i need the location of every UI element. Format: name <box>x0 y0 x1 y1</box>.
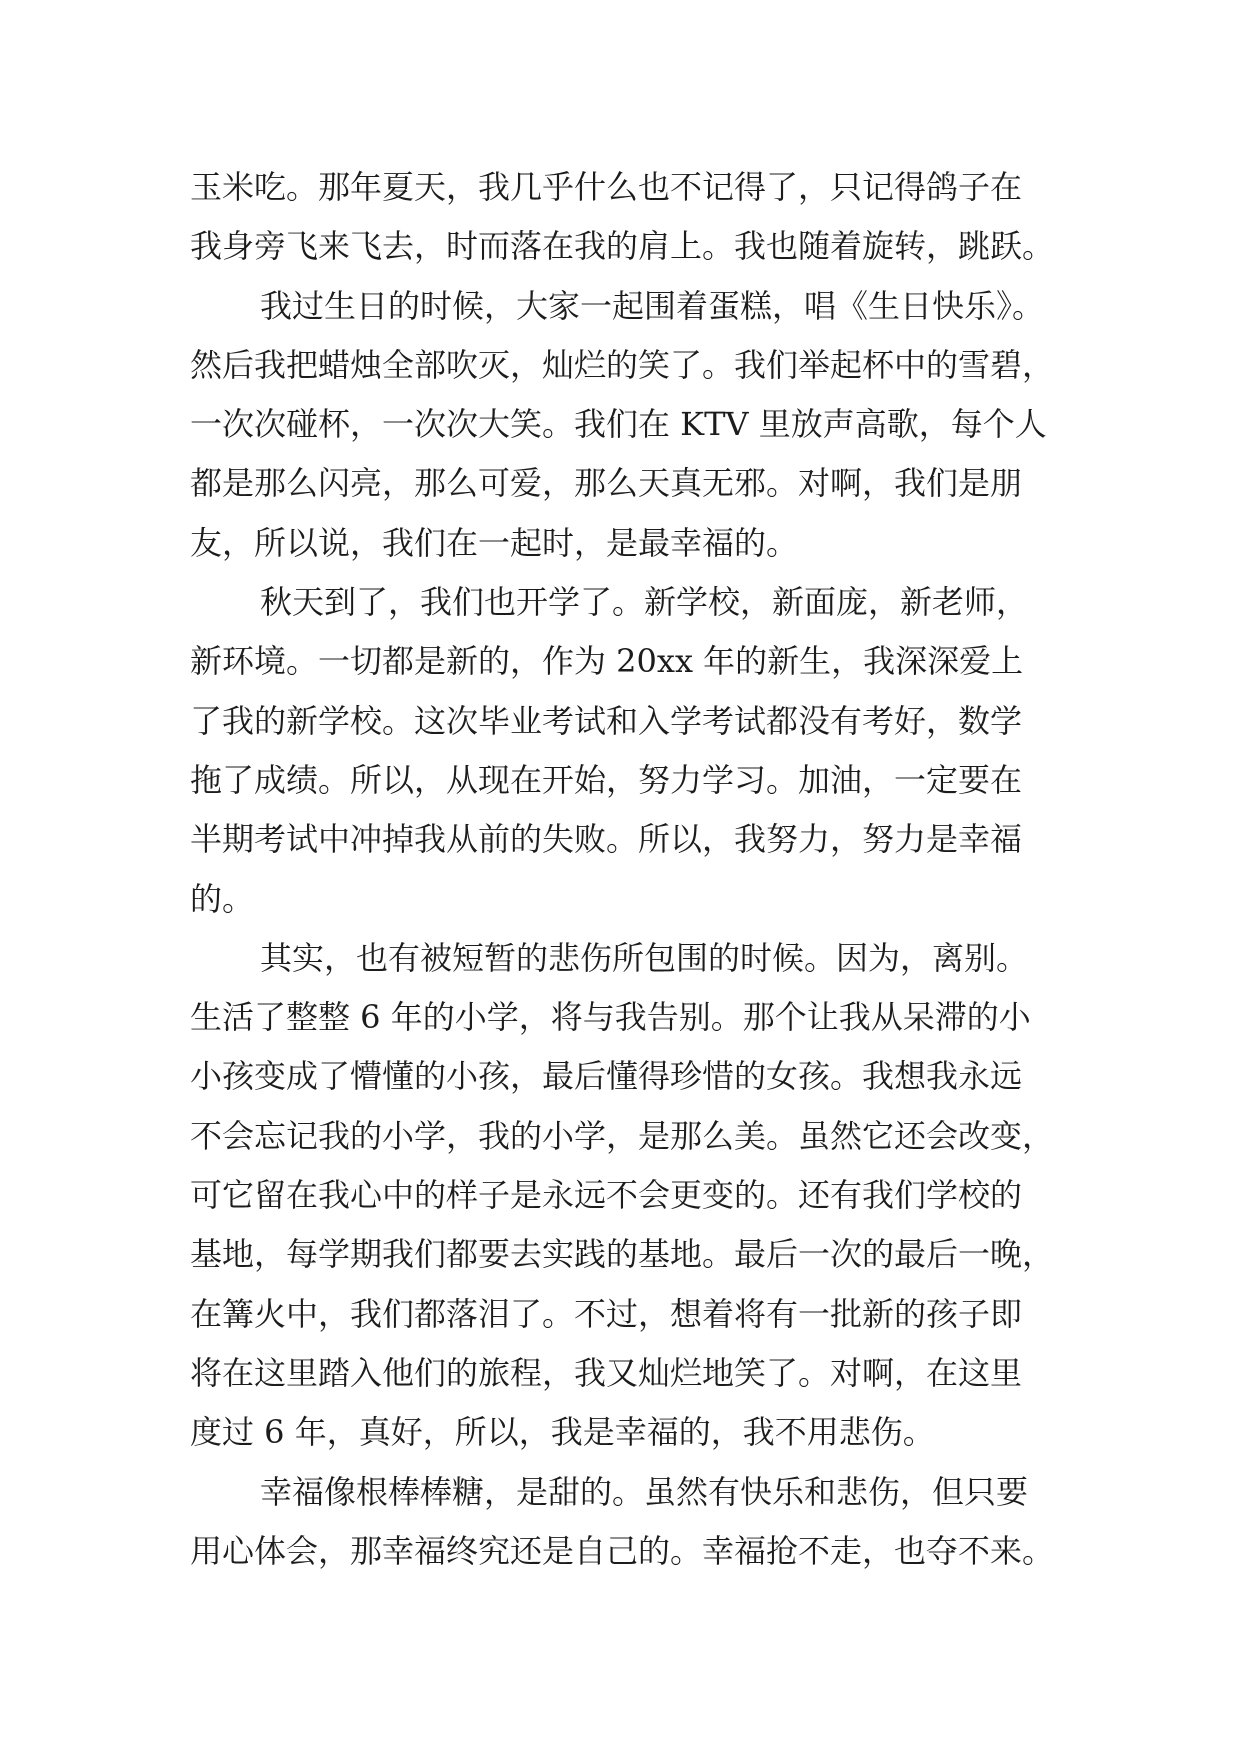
text-line: 了我的新学校。这次毕业考试和入学考试都没有考好，数学 <box>190 701 1023 740</box>
text-line: 基地，每学期我们都要去实践的基地。最后一次的最后一晚， <box>190 1235 1055 1274</box>
text-line: 不会忘记我的小学，我的小学，是那么美。虽然它还会改变， <box>190 1116 1055 1155</box>
text-line: 玉米吃。那年夏天，我几乎什么也不记得了，只记得鸽子在 <box>190 168 1023 206</box>
text-line: 度过 6 年，真好，所以，我是幸福的，我不用悲伤。 <box>190 1413 935 1452</box>
paragraph-first-line: 其实，也有被短暂的悲伤所包围的时候。因为，离别。 <box>260 938 1029 977</box>
paragraph-first-line: 幸福像根棒棒糖，是甜的。虽然有快乐和悲伤，但只要 <box>260 1472 1029 1511</box>
text-line: 然后我把蜡烛全部吹灭，灿烂的笑了。我们举起杯中的雪碧， <box>190 345 1055 384</box>
text-line: 在篝火中，我们都落泪了。不过，想着将有一批新的孩子即 <box>190 1294 1023 1333</box>
text-line: 可它留在我心中的样子是永远不会更变的。还有我们学校的 <box>190 1176 1023 1215</box>
text-line: 友，所以说，我们在一起时，是最幸福的。 <box>190 523 799 562</box>
text-line: 半期考试中冲掉我从前的失败。所以，我努力，努力是幸福 <box>190 820 1023 859</box>
text-line: 拖了成绩。所以，从现在开始，努力学习。加油，一定要在 <box>190 760 1023 799</box>
text-line: 用心体会，那幸福终究还是自己的。幸福抢不走，也夺不来。 <box>190 1531 1055 1570</box>
text-line: 一次次碰杯，一次次大笑。我们在 KTV 里放声高歌，每个人 <box>190 405 1047 444</box>
text-line: 新环境。一切都是新的，作为 20xx 年的新生，我深深爱上 <box>190 642 1024 681</box>
text-line: 小孩变成了懵懂的小孩，最后懂得珍惜的女孩。我想我永远 <box>190 1057 1023 1096</box>
body-text <box>190 158 1060 1581</box>
text-line: 生活了整整 6 年的小学，将与我告别。那个让我从呆滞的小 <box>190 998 1031 1037</box>
text-line: 我身旁飞来飞去，时而落在我的肩上。我也随着旋转，跳跃。 <box>190 227 1055 266</box>
text-line: 都是那么闪亮，那么可爱，那么天真无邪。对啊，我们是朋 <box>190 464 1023 503</box>
text-line: 将在这里踏入他们的旅程，我又灿烂地笑了。对啊，在这里 <box>190 1353 1023 1392</box>
paragraph-first-line: 秋天到了，我们也开学了。新学校，新面庞，新老师， <box>260 583 1029 622</box>
paragraph-first-line: 我过生日的时候，大家一起围着蛋糕，唱《生日快乐》。 <box>260 286 1045 325</box>
text-line: 的。 <box>190 879 255 918</box>
